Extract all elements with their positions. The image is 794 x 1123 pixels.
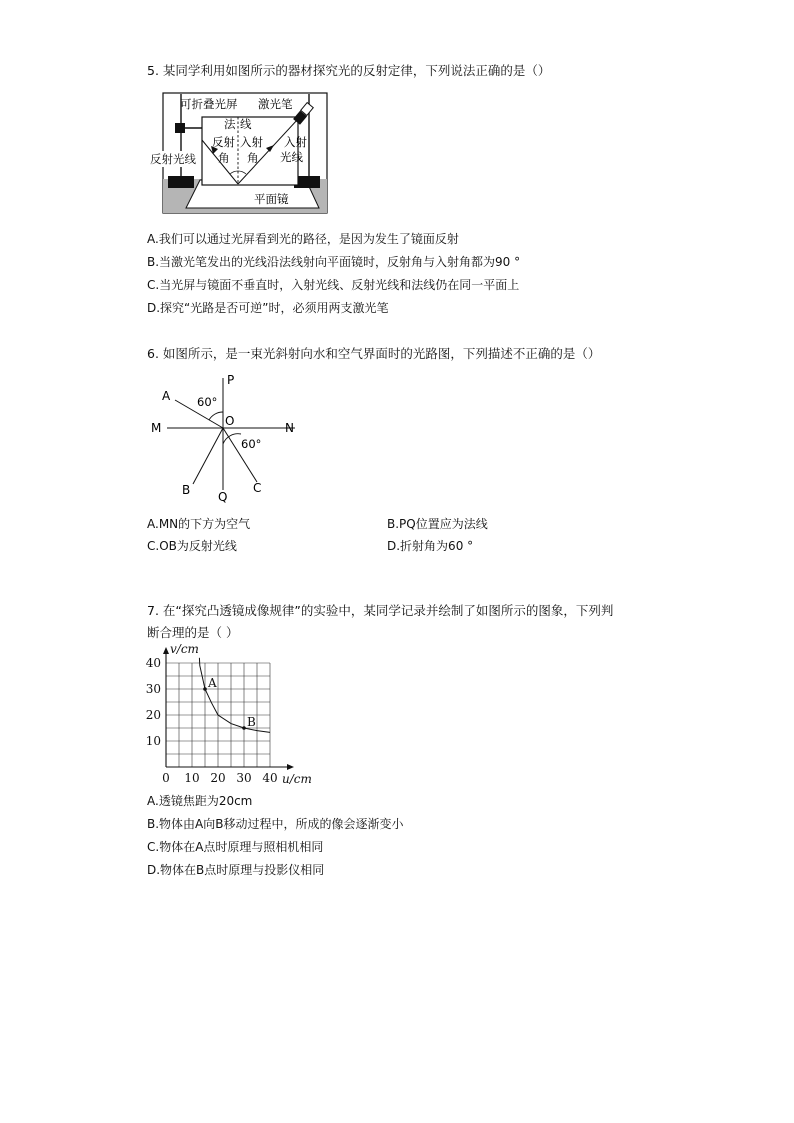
label-B: B [182, 483, 191, 497]
label-refl-angle-1: 反射 [212, 135, 235, 149]
label-angle-top: 60° [197, 395, 218, 409]
x-tick-label: 0 [162, 771, 170, 785]
x-tick-label: 40 [262, 771, 278, 785]
q6-option-c[interactable]: C.OB为反射光线 [147, 539, 237, 553]
q7-stem-line1: 7. 在“探究凸透镜成像规律”的实验中，某同学记录并绘制了如图所示的图象，下列判 [147, 603, 614, 618]
q7-option-c[interactable]: C.物体在A点时原理与照相机相同 [147, 840, 324, 854]
point-label-B: B [247, 715, 256, 729]
q5-option-c[interactable]: C.当光屏与镜面不垂直时，入射光线、反射光线和法线仍在同一平面上 [147, 278, 520, 292]
q5-option-a[interactable]: A.我们可以通过光屏看到光的路径，是因为发生了镜面反射 [147, 232, 459, 246]
label-Q: Q [218, 490, 228, 504]
q7-stem-line2: 断合理的是（ ） [147, 625, 239, 640]
label-A: A [162, 389, 171, 403]
q6-option-b[interactable]: B.PQ位置应为法线 [387, 517, 488, 531]
uv-curve [199, 658, 270, 733]
y-axis-label: v/cm [170, 642, 199, 656]
label-P: P [227, 373, 235, 387]
x-tick-label: 30 [236, 771, 252, 785]
q5-stem: 5. 某同学利用如图所示的器材探究光的反射定律，下列说法正确的是（） [147, 63, 551, 78]
q5-option-b[interactable]: B.当激光笔发出的光线沿法线射向平面镜时，反射角与入射角都为90 ° [147, 255, 521, 269]
x-axis-arrow [287, 764, 294, 770]
q6-option-d[interactable]: D.折射角为60 ° [387, 539, 474, 553]
q7-option-a[interactable]: A.透镜焦距为20cm [147, 794, 253, 808]
q5-option-d[interactable]: D.探究“光路是否可逆”时，必须用两支激光笔 [147, 301, 389, 315]
point-A [203, 687, 207, 691]
q6-stem: 6. 如图所示，是一束光斜射向水和空气界面时的光路图，下列描述不正确的是（） [147, 346, 601, 361]
label-refl-angle-2: 角 [218, 151, 230, 165]
label-normal-1: 法 [224, 117, 236, 131]
label-screen: 可折叠光屏 [180, 97, 238, 111]
label-inc-ray-2: 光线 [280, 150, 303, 164]
label-inc-ray-1: 入射 [284, 135, 307, 149]
y-tick-label: 30 [145, 682, 161, 696]
ray-OB [193, 428, 223, 484]
chart-axes [163, 647, 294, 770]
label-normal-2: 线 [240, 117, 252, 131]
point-B [242, 726, 246, 730]
q6-figure [145, 368, 305, 508]
x-tick-label: 20 [210, 771, 226, 785]
label-laser: 激光笔 [258, 97, 293, 111]
left-stand-base [168, 176, 194, 188]
point-label-A: A [208, 676, 217, 690]
x-axis-label: u/cm [282, 772, 312, 786]
x-tick-label: 10 [184, 771, 200, 785]
label-inc-angle-1: 入射 [240, 135, 263, 149]
label-inc-angle-2: 角 [247, 151, 259, 165]
label-O: O [225, 414, 235, 428]
label-C: C [253, 481, 262, 495]
q7-uv-chart [142, 640, 322, 790]
label-angle-bottom: 60° [241, 437, 262, 451]
label-M: M [151, 421, 162, 435]
q5-refl-ray-label: 反射光线 [150, 152, 196, 166]
q6-option-a[interactable]: A.MN的下方为空气 [147, 517, 251, 531]
y-axis-arrow [163, 647, 169, 654]
q7-option-b[interactable]: B.物体由A向B移动过程中，所成的像会逐渐变小 [147, 817, 404, 831]
label-mirror: 平面镜 [254, 192, 289, 206]
y-tick-label: 20 [145, 708, 161, 722]
y-tick-label: 10 [145, 734, 161, 748]
y-tick-label: 40 [145, 656, 161, 670]
q7-option-d[interactable]: D.物体在B点时原理与投影仪相同 [147, 863, 325, 877]
label-N: N [285, 421, 294, 435]
